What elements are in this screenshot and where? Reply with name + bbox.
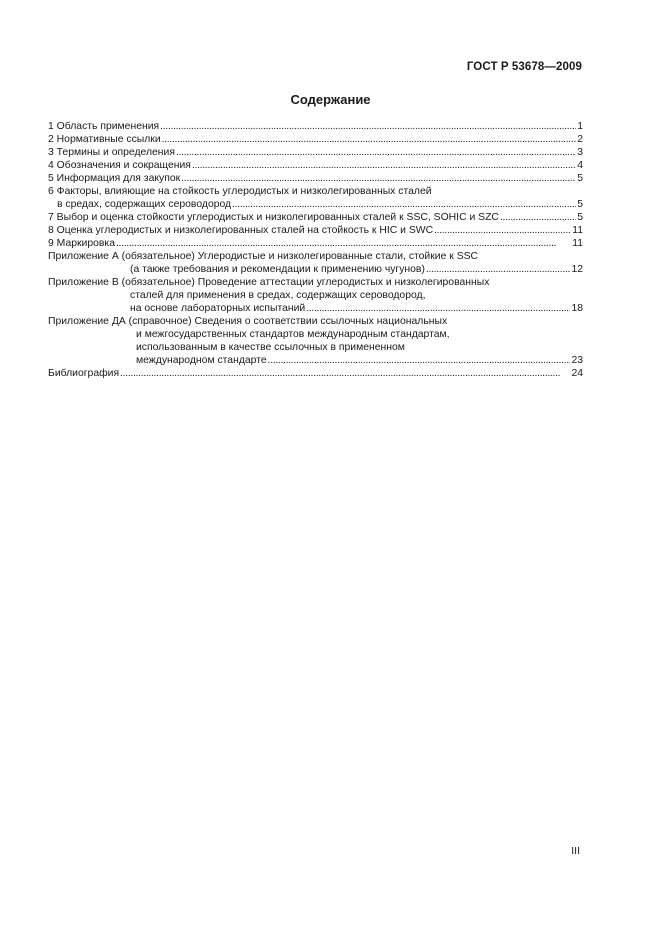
- toc-entry-label: 9 Маркировка: [48, 238, 115, 249]
- dot-leader: [426, 263, 571, 276]
- toc-entry-page: 18: [571, 303, 583, 314]
- dot-leader: [116, 237, 571, 250]
- dot-leader: [162, 133, 577, 146]
- dot-leader: [120, 367, 570, 380]
- toc-entry-6[interactable]: [48, 185, 583, 211]
- toc-entry-page: 12: [571, 264, 583, 275]
- toc-entry-label: Приложение В (обязательное) Проведение аттестации углеродистых и низколегированных: [48, 277, 490, 288]
- toc-entry-label-continued: сталей для применения в средах, содержащих сероводород,: [130, 290, 426, 301]
- document-code: ГОСТ Р 53678—2009: [466, 61, 582, 73]
- toc-entry-label: 6 Факторы, влияющие на стойкость углеродистых и низколегированных сталей: [48, 186, 432, 197]
- toc-title: Содержание: [290, 92, 371, 107]
- toc-entry-page: 1: [577, 121, 583, 132]
- toc-entry-label-continued: и межгосударственных стандартов международным стандартам,: [136, 329, 450, 340]
- toc-entry-label: 8 Оценка углеродистых и низколегированных сталей на стойкость к HIC и SWC: [48, 225, 434, 236]
- toc-entry-label: 1 Область применения: [48, 121, 160, 132]
- dot-leader: [434, 224, 571, 237]
- toc-entry-label: 7 Выбор и оценка стойкости углеродистых и низколегированных сталей к SSC, SOHIC и SZC: [48, 212, 499, 223]
- table-of-contents: [48, 120, 583, 380]
- toc-entry-label-continued: на основе лабораторных испытаний: [130, 303, 306, 314]
- toc-entry-page: 24: [571, 368, 583, 379]
- toc-entry-label: Приложение А (обязательное) Углеродистые и низколегированные стали, стойкие к SSC: [48, 251, 479, 262]
- toc-entry-7[interactable]: [48, 211, 583, 224]
- dot-leader: [192, 159, 576, 172]
- toc-entry-label: 5 Информация для закупок: [48, 173, 181, 184]
- toc-entry-label-continued: использованным в качестве ссылочных в примененном: [136, 342, 405, 353]
- toc-entry-4[interactable]: [48, 159, 583, 172]
- toc-entry-label: 2 Нормативные ссылки: [48, 134, 161, 145]
- toc-entry-page: 11: [572, 238, 583, 249]
- toc-entry-5[interactable]: [48, 172, 583, 185]
- toc-entry-appendix-b[interactable]: [48, 276, 583, 315]
- dot-leader: [306, 302, 570, 315]
- dot-leader: [500, 211, 576, 224]
- toc-entry-page: 23: [571, 355, 583, 366]
- dot-leader: [160, 120, 576, 133]
- toc-entry-9[interactable]: [48, 237, 583, 250]
- toc-entry-label: 3 Термины и определения: [48, 147, 175, 158]
- toc-entry-1[interactable]: [48, 120, 583, 133]
- toc-entry-label: Библиография: [48, 368, 120, 379]
- toc-entry-bibliography[interactable]: [48, 367, 583, 380]
- toc-entry-label-continued: (а также требования и рекомендации к применению чугунов): [130, 264, 425, 275]
- toc-entry-label: 4 Обозначения и сокращения: [48, 160, 191, 171]
- toc-entry-2[interactable]: [48, 133, 583, 146]
- toc-entry-label-continued: в средах, содержащих сероводород: [57, 199, 232, 210]
- dot-leader: [268, 354, 571, 367]
- dot-leader: [176, 146, 576, 159]
- toc-entry-page: 2: [577, 134, 583, 145]
- page-number: III: [571, 845, 580, 857]
- toc-entry-8[interactable]: [48, 224, 583, 237]
- toc-entry-page: 11: [572, 225, 583, 236]
- toc-entry-page: 5: [577, 212, 583, 223]
- toc-entry-page: 5: [577, 199, 583, 210]
- dot-leader: [181, 172, 576, 185]
- dot-leader: [232, 198, 576, 211]
- toc-entry-page: 4: [577, 160, 583, 171]
- toc-entry-page: 3: [577, 147, 583, 158]
- toc-entry-page: 5: [577, 173, 583, 184]
- toc-entry-appendix-da[interactable]: [48, 315, 583, 367]
- toc-entry-3[interactable]: [48, 146, 583, 159]
- toc-entry-appendix-a[interactable]: [48, 250, 583, 276]
- toc-entry-label-continued: международном стандарте: [136, 355, 267, 366]
- toc-entry-label: Приложение ДА (справочное) Сведения о соответствии ссылочных национальных: [48, 316, 448, 327]
